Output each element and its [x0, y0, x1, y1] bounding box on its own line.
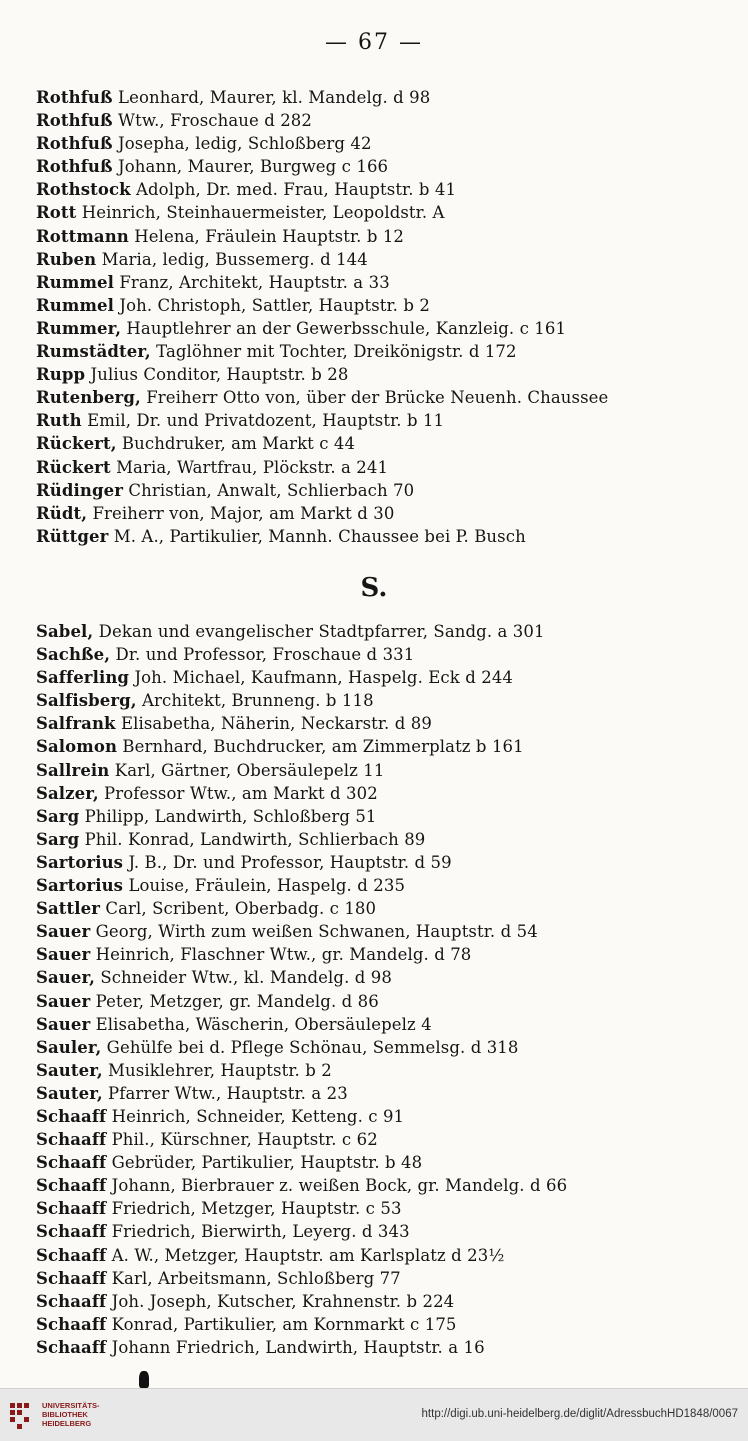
directory-entry: [36, 1128, 736, 1151]
directory-entry: [36, 620, 736, 643]
entry-details: Gebrüder, Partikulier, Hauptstr. b 48: [111, 1153, 423, 1173]
directory-entry: [36, 643, 736, 666]
directory-entry: [36, 1059, 736, 1082]
entry-details: Julius Conditor, Hauptstr. b 28: [90, 365, 349, 385]
entry-details: Adolph, Dr. med. Frau, Hauptstr. b 41: [136, 180, 457, 200]
logo-line: BIBLIOTHEK: [42, 1410, 88, 1419]
entry-surname: Sauer: [36, 1014, 91, 1034]
entry-details: Franz, Architekt, Hauptstr. a 33: [119, 272, 390, 292]
directory-entry: [36, 1336, 736, 1359]
entry-surname: Rumstädter,: [36, 342, 151, 362]
logo-line: HEIDELBERG: [42, 1419, 92, 1428]
entry-details: Taglöhner mit Tochter, Dreikönigstr. d 172: [156, 342, 517, 362]
footer-bar: [0, 1388, 748, 1441]
entry-surname: Safferling: [36, 668, 130, 688]
directory-entry: [36, 1105, 736, 1128]
entry-details: Hauptlehrer an der Gewerbsschule, Kanzleig. c 161: [126, 318, 567, 338]
directory-entry: [36, 1220, 736, 1243]
directory-entry: [36, 109, 736, 132]
entry-details: Friedrich, Bierwirth, Leyerg. d 343: [111, 1222, 410, 1242]
directory-entry: [36, 851, 736, 874]
entry-surname: Rothstock: [36, 180, 131, 200]
directory-entry: [36, 178, 736, 201]
entry-details: Elisabetha, Näherin, Neckarstr. d 89: [120, 714, 432, 734]
directory-entry: [36, 712, 736, 735]
directory-entry: [36, 409, 736, 432]
directory-entry: [36, 1082, 736, 1105]
directory-entry: [36, 759, 736, 782]
entry-details: Louise, Fräulein, Haspelg. d 235: [128, 876, 406, 896]
entry-surname: Schaaff: [36, 1314, 107, 1334]
entry-surname: Schaaff: [36, 1153, 107, 1173]
entry-surname: Sauer: [36, 922, 91, 942]
source-url-link[interactable]: http://digi.ub.uni-heidelberg.de/diglit/AdressbuchHD1848/0067: [421, 1408, 738, 1420]
entry-details: Karl, Gärtner, Obersäulepelz 11: [114, 760, 385, 780]
entry-surname: Rothfuß: [36, 157, 113, 177]
directory-entry: [36, 132, 736, 155]
entry-details: Johann, Bierbrauer z. weißen Bock, gr. Mandelg. d 66: [111, 1176, 568, 1196]
directory-entry: [36, 1244, 736, 1267]
library-logo-text: [42, 1401, 100, 1428]
entry-details: Buchdruker, am Markt c 44: [121, 434, 356, 454]
directory-entry: [36, 1013, 736, 1036]
entry-details: Dekan und evangelischer Stadtpfarrer, Sandg. a 301: [98, 622, 545, 641]
entry-surname: Sattler: [36, 899, 101, 919]
directory-entry: [36, 248, 736, 271]
entry-surname: Rothfuß: [36, 111, 113, 131]
directory-entry: [36, 386, 736, 409]
directory-entry: [36, 735, 736, 758]
directory-entry: [36, 340, 736, 363]
entry-surname: Salfrank: [36, 714, 116, 734]
directory-entry: [36, 1267, 736, 1290]
entry-details: Freiherr Otto von, über der Brücke Neuenh. Chaussee: [146, 388, 609, 408]
entry-details: Phil. Konrad, Landwirth, Schlierbach 89: [84, 829, 426, 849]
entry-details: Phil., Kürschner, Hauptstr. c 62: [111, 1130, 378, 1150]
entry-surname: Sallrein: [36, 760, 110, 780]
entry-surname: Rückert,: [36, 434, 117, 454]
entry-surname: Schaaff: [36, 1291, 107, 1311]
logo-line: UNIVERSITÄTS-: [42, 1401, 100, 1410]
directory-entry: [36, 479, 736, 502]
directory-entry: [36, 456, 736, 479]
entry-details: Gehülfe bei d. Pflege Schönau, Semmelsg. d 318: [106, 1037, 519, 1057]
entry-surname: Rutenberg,: [36, 388, 141, 408]
entry-surname: Rupp: [36, 365, 86, 385]
entry-surname: Sauer: [36, 991, 91, 1011]
entry-surname: Sartorius: [36, 852, 124, 872]
directory-entry: [36, 805, 736, 828]
entry-surname: Salomon: [36, 737, 118, 757]
entry-surname: Ruben: [36, 249, 97, 269]
directory-entry: [36, 1313, 736, 1336]
entry-surname: Schaaff: [36, 1130, 107, 1150]
directory-entry: [36, 1197, 736, 1220]
entry-details: Heinrich, Flaschner Wtw., gr. Mandelg. d 78: [95, 945, 472, 965]
directory-entry: [36, 294, 736, 317]
page-number: — 67 —: [325, 30, 423, 55]
directory-entry: [36, 966, 736, 989]
entry-details: Johann Friedrich, Landwirth, Hauptstr. a 16: [111, 1337, 485, 1357]
entry-details: Konrad, Partikulier, am Kornmarkt c 175: [111, 1314, 457, 1334]
directory-entry: [36, 1036, 736, 1059]
entry-surname: Sauter,: [36, 1060, 103, 1080]
directory-entry: [36, 666, 736, 689]
entry-surname: Sarg: [36, 806, 80, 826]
entry-surname: Rummel: [36, 295, 114, 315]
entry-surname: Sachße,: [36, 645, 111, 665]
entry-details: Christian, Anwalt, Schlierbach 70: [128, 480, 415, 500]
entry-surname: Ruth: [36, 411, 82, 431]
entry-details: Josepha, ledig, Schloßberg 42: [118, 134, 372, 154]
entry-surname: Sauer,: [36, 968, 95, 988]
entry-surname: Salzer,: [36, 783, 99, 803]
entry-surname: Schaaff: [36, 1222, 107, 1242]
directory-entry: [36, 86, 736, 109]
entry-surname: Rückert: [36, 457, 111, 477]
entry-surname: Schaaff: [36, 1268, 107, 1288]
entry-details: Bernhard, Buchdrucker, am Zimmerplatz b 161: [122, 737, 524, 757]
directory-entry: [36, 1151, 736, 1174]
directory-entry: [36, 1290, 736, 1313]
entry-surname: Rummel: [36, 272, 114, 292]
entry-surname: Schaaff: [36, 1199, 107, 1219]
entry-surname: Sauler,: [36, 1037, 102, 1057]
entry-details: Carl, Scribent, Oberbadg. c 180: [105, 899, 377, 919]
entry-surname: Sauer: [36, 945, 91, 965]
directory-entry: [36, 225, 736, 248]
entry-surname: Rothfuß: [36, 88, 113, 107]
ink-blot-mark: [139, 1371, 149, 1388]
entry-details: Friedrich, Metzger, Hauptstr. c 53: [111, 1199, 402, 1219]
directory-entry: [36, 1174, 736, 1197]
entry-surname: Rothfuß: [36, 134, 113, 154]
entry-details: Dr. und Professor, Froschaue d 331: [115, 645, 415, 665]
directory-entry: [36, 782, 736, 805]
directory-entry: [36, 943, 736, 966]
entry-surname: Rüdt,: [36, 503, 88, 523]
entry-details: J. B., Dr. und Professor, Hauptstr. d 59: [128, 852, 452, 872]
entry-surname: Sartorius: [36, 876, 124, 896]
directory-entry: [36, 502, 736, 525]
entry-surname: Rummer,: [36, 318, 122, 338]
entry-details: Johann, Maurer, Burgweg c 166: [118, 157, 389, 177]
entry-details: Joh. Joseph, Kutscher, Krahnenstr. b 224: [111, 1291, 455, 1311]
entry-details: Professor Wtw., am Markt d 302: [104, 783, 378, 803]
entry-details: Freiherr von, Major, am Markt d 30: [92, 503, 395, 523]
directory-entry: [36, 363, 736, 386]
directory-entry: [36, 689, 736, 712]
entry-details: Pfarrer Wtw., Hauptstr. a 23: [108, 1083, 348, 1103]
entry-surname: Sabel,: [36, 622, 94, 641]
entry-surname: Schaaff: [36, 1106, 107, 1126]
directory-entry: [36, 897, 736, 920]
entry-details: Elisabetha, Wäscherin, Obersäulepelz 4: [95, 1014, 432, 1034]
directory-entry: [36, 432, 736, 455]
entry-details: Philipp, Landwirth, Schloßberg 51: [84, 806, 377, 826]
entry-details: A. W., Metzger, Hauptstr. am Karlsplatz d 23½: [111, 1245, 505, 1265]
entry-surname: Rüdinger: [36, 480, 124, 500]
entry-surname: Rott: [36, 203, 77, 223]
entry-details: Joh. Christoph, Sattler, Hauptstr. b 2: [119, 295, 430, 315]
entry-surname: Sauter,: [36, 1083, 103, 1103]
directory-entry: [36, 201, 736, 224]
library-logo-icon: [8, 1401, 38, 1431]
directory-entry: [36, 525, 736, 548]
directory-list-s: [36, 620, 736, 1359]
directory-entry: [36, 155, 736, 178]
entry-details: Georg, Wirth zum weißen Schwanen, Hauptstr. d 54: [95, 922, 538, 942]
entry-details: Karl, Arbeitsmann, Schloßberg 77: [111, 1268, 401, 1288]
directory-entry: [36, 828, 736, 851]
entry-details: M. A., Partikulier, Mannh. Chaussee bei P. Busch: [113, 526, 526, 546]
entry-surname: Sarg: [36, 829, 80, 849]
directory-entry: [36, 317, 736, 340]
entry-details: Peter, Metzger, gr. Mandelg. d 86: [95, 991, 379, 1011]
entry-surname: Salfisberg,: [36, 691, 137, 711]
directory-entry: [36, 271, 736, 294]
entry-details: Heinrich, Steinhauermeister, Leopoldstr. A: [81, 203, 445, 223]
entry-details: Emil, Dr. und Privatdozent, Hauptstr. b 11: [87, 411, 445, 431]
entry-details: Architekt, Brunneng. b 118: [142, 691, 374, 711]
entry-details: Musiklehrer, Hauptstr. b 2: [108, 1060, 332, 1080]
entry-details: Helena, Fräulein Hauptstr. b 12: [134, 226, 405, 246]
entry-details: Schneider Wtw., kl. Mandelg. d 98: [100, 968, 392, 988]
entry-surname: Schaaff: [36, 1176, 107, 1196]
entry-details: Wtw., Froschaue d 282: [118, 111, 312, 131]
entry-surname: Rottmann: [36, 226, 129, 246]
directory-entry: [36, 990, 736, 1013]
directory-entry: [36, 874, 736, 897]
entry-surname: Schaaff: [36, 1337, 107, 1357]
entry-details: Maria, ledig, Bussemerg. d 144: [101, 249, 368, 269]
entry-details: Heinrich, Schneider, Ketteng. c 91: [111, 1106, 405, 1126]
entry-details: Joh. Michael, Kaufmann, Haspelg. Eck d 244: [134, 668, 514, 688]
directory-list-r: [36, 86, 736, 548]
entry-surname: Rüttger: [36, 526, 109, 546]
section-letter: S.: [360, 573, 388, 603]
entry-surname: Schaaff: [36, 1245, 107, 1265]
directory-entry: [36, 920, 736, 943]
entry-details: Maria, Wartfrau, Plöckstr. a 241: [116, 457, 389, 477]
entry-details: Leonhard, Maurer, kl. Mandelg. d 98: [118, 88, 431, 107]
